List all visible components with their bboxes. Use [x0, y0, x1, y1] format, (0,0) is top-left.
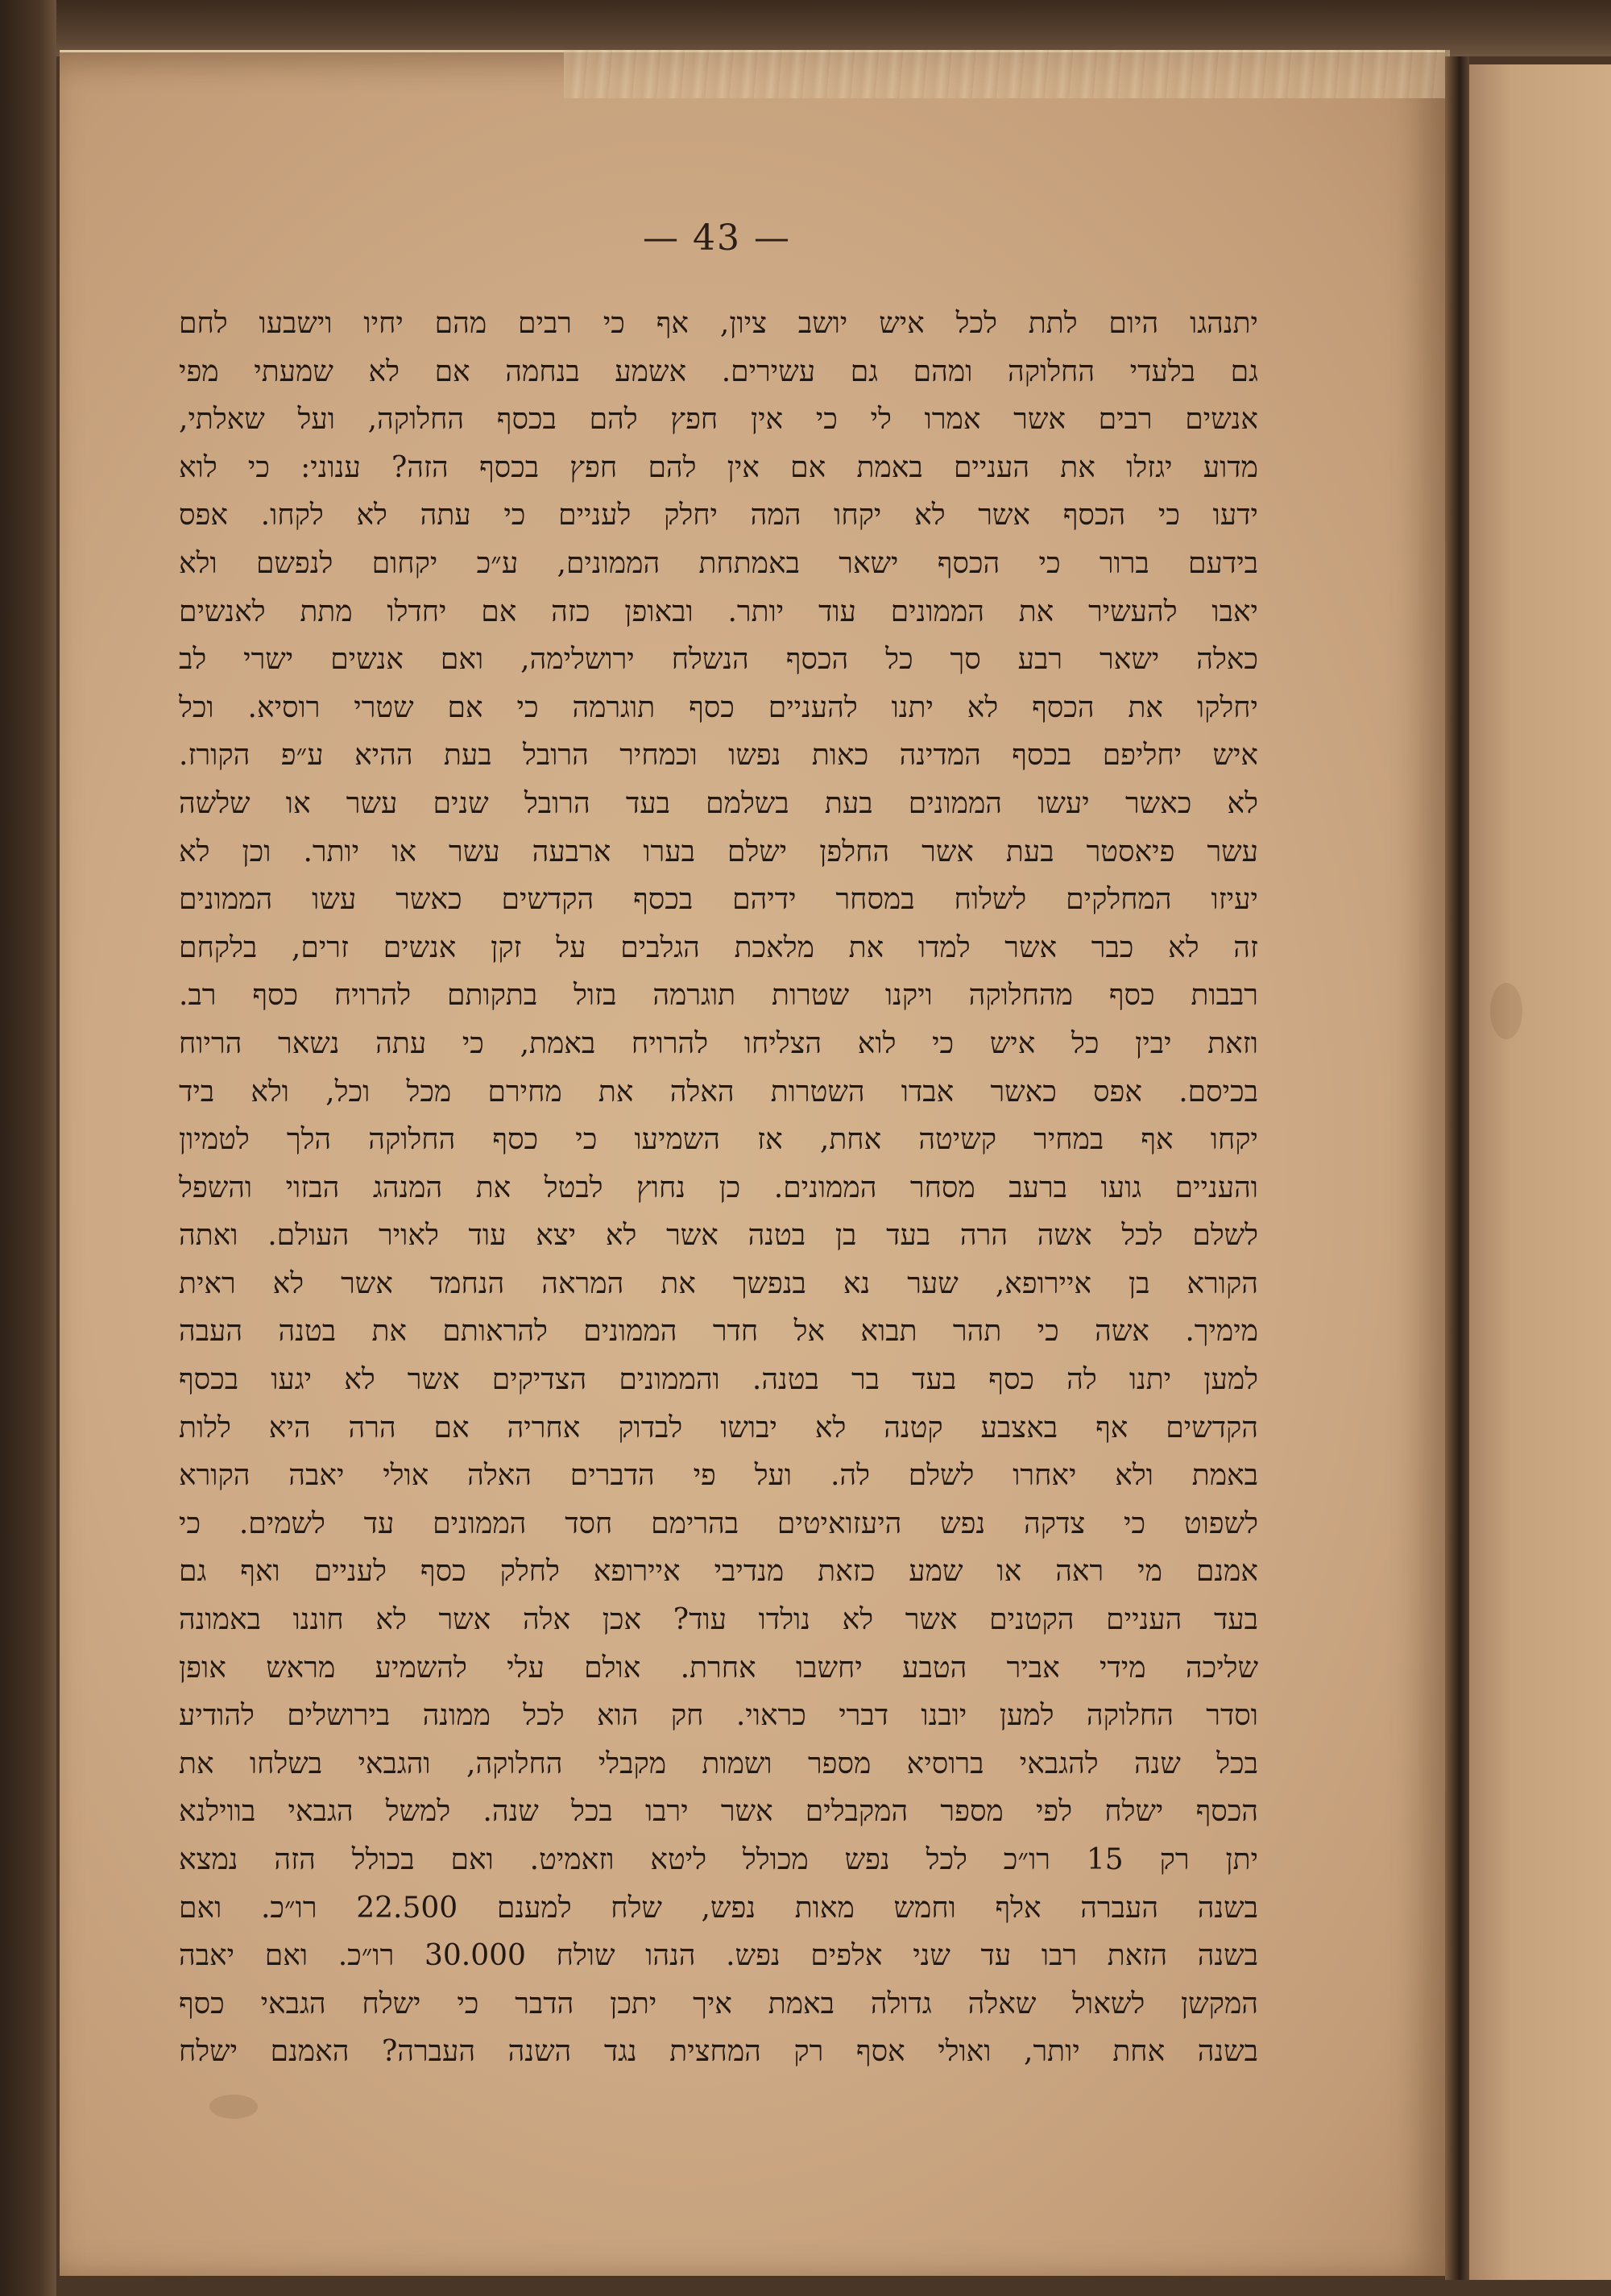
text-line: הכסף ישלח לפי מספר המקבלים אשר ירבו בכל שנה. למשל הגבאי בווילנא	[179, 1795, 1258, 1829]
text-line: באמת ולא יאחרו לשלם לה. ועל פי הדברים האלה אולי יאבה הקורא	[179, 1459, 1258, 1493]
text-line: והעניים גועו ברעב מסחר הממונים. כן נחוץ לבטל את המנהג הבזוי והשפל	[179, 1171, 1258, 1204]
text-line: עשר פיאסטר בעת אשר החלפן ישלם בערו ארבעה עשר או יותר. וכן לא	[179, 835, 1258, 868]
text-line: בעד העניים הקטנים אשר לא נולדו עוד? אכן אלה אשר לא חוננו באמונה	[179, 1603, 1258, 1637]
book-cover-edge-left	[0, 0, 56, 2296]
text-line: בידעם ברור כי הכסף ישאר באמתחת הממונים, ע״כ יקחום לנפשם ולא	[179, 546, 1258, 580]
paper-stain	[209, 2095, 258, 2119]
text-line: מדוע יגזלו את העניים באמת אם אין להם חפץ בכסף הזה? ענוני: כי לוא	[179, 450, 1258, 484]
text-line: בכיסם. אפס כאשר אבדו השטרות האלה את מחירם מכל וכל, ולא ביד	[179, 1075, 1258, 1109]
torn-page-edge	[564, 50, 1450, 98]
text-line: יעיזו המחלקים לשלוח במסחר ידיהם בכסף הקדשים כאשר עשו הממונים	[179, 883, 1258, 917]
text-line: לשלם לכל אשה הרה בעד בן בטנה אשר לא יצא עוד לאויר העולם. ואתה	[179, 1219, 1258, 1253]
text-line: למען יתנו לה כסף בעד בר בטנה. והממונים הצדיקים אשר לא יגעו בכסף	[179, 1363, 1258, 1397]
text-line: המקשן לשאול שאלה גדולה באמת איך יתכן הדבר כי ישלח הגבאי כסף	[179, 1987, 1258, 2020]
text-line: בשנה אחת יותר, ואולי אסף רק המחצית נגד השנה העברה? האמנם ישלח	[179, 2035, 1258, 2069]
book-gutter	[1445, 56, 1469, 2280]
paper-stain	[1490, 983, 1522, 1039]
text-line: מימיך. אשה כי תהר תבוא אל חדר הממונים להראותם את בטנה העבה	[179, 1315, 1258, 1349]
text-line: גם בלעדי החלוקה ומהם גם עשירים. אשמע בנחמה אם לא שמעתי מפי	[179, 354, 1258, 388]
text-line: יתן רק 15 רו״כ לכל נפש מכולל ליטא וזאמיט. ואם בכולל הזה נמצא	[179, 1843, 1258, 1876]
text-line: שליכה מידי אביר הטבע יחשבו אחרת. אולם עלי להשמיע מראש אופן	[179, 1651, 1258, 1685]
text-line: יחלקו את הכסף לא יתנו להעניים כסף תוגרמה כי אם שטרי רוסיא. וכל	[179, 690, 1258, 724]
text-line: יקחו אף במחיר קשיטה אחת, אז השמיעו כי כסף החלוקה הלך לטמיון	[179, 1123, 1258, 1157]
adjacent-page-edge	[1469, 64, 1611, 2280]
text-line: איש יחליפם בכסף המדינה כאות נפשו וכמחיר הרובל בעת ההיא ע״פ הקורז.	[179, 739, 1258, 773]
text-line: בשנה העברה אלף וחמש מאות נפש, שלח למענם 22.500 רו״כ. ואם	[179, 1891, 1258, 1925]
text-line: לא כאשר יעשו הממונים בעת בשלמם בעד הרובל שנים עשר או שלשה	[179, 786, 1258, 820]
text-line: יאבו להעשיר את הממונים עוד יותר. ובאופן כזה אם יחדלו מתת לאנשים	[179, 595, 1258, 628]
page-number: — 43 —	[643, 218, 791, 259]
text-line: וסדר החלוקה למען יובנו דברי כראוי. חק הוא לכל ממונה בירושלים להודיע	[179, 1699, 1258, 1733]
body-text	[179, 300, 1258, 2076]
text-line: וזאת יבין כל איש כי לוא הצליחו להרויח באמת, כי עתה נשאר הריוח	[179, 1026, 1258, 1060]
text-line: יתנהגו היום לתת לכל איש יושב ציון, אף כי רבים מהם יחיו וישבעו לחם	[179, 307, 1258, 340]
text-line: בשנה הזאת רבו עד שני אלפים נפש. הנהו שולח 30.000 רו״כ. ואם יאבה	[179, 1939, 1258, 1973]
text-line: אמנם מי ראה או שמע כזאת מנדיבי איירופא לחלק כסף לעניים ואף גם	[179, 1555, 1258, 1589]
text-line: זה לא כבר אשר למדו את מלאכת הגלבים על זקן אנשים זרים, בלקחם	[179, 930, 1258, 964]
text-line: ידעו כי הכסף אשר לא יקחו המה יחלק לעניים כי עתה לא לקחו. אפס	[179, 499, 1258, 533]
text-line: רבבות כסף מהחלוקה ויקנו שטרות תוגרמה בזול בתקותם להרויח כסף רב.	[179, 979, 1258, 1013]
text-line: הקורא בן איירופא, שער נא בנפשך את המראה הנחמד אשר לא ראית	[179, 1266, 1258, 1300]
text-line: אנשים רבים אשר אמרו לי כי אין חפץ להם בכסף החלוקה, ועל שאלתי,	[179, 403, 1258, 437]
text-line: לשפוט כי צדקה נפש היעזואיטים בהרימם חסד הממונים עד לשמים. כי	[179, 1506, 1258, 1540]
book-cover-edge-top	[0, 0, 1611, 56]
text-line: כאלה ישאר רבע סך כל הכסף הנשלח ירושלימה, ואם אנשים ישרי לב	[179, 643, 1258, 677]
text-line: בכל שנה להגבאי ברוסיא מספר ושמות מקבלי החלוקה, והגבאי בשלחו את	[179, 1747, 1258, 1780]
text-line: הקדשים אף באצבע קטנה לא יבושו לבדוק אחריה אם הרה היא ללות	[179, 1411, 1258, 1444]
